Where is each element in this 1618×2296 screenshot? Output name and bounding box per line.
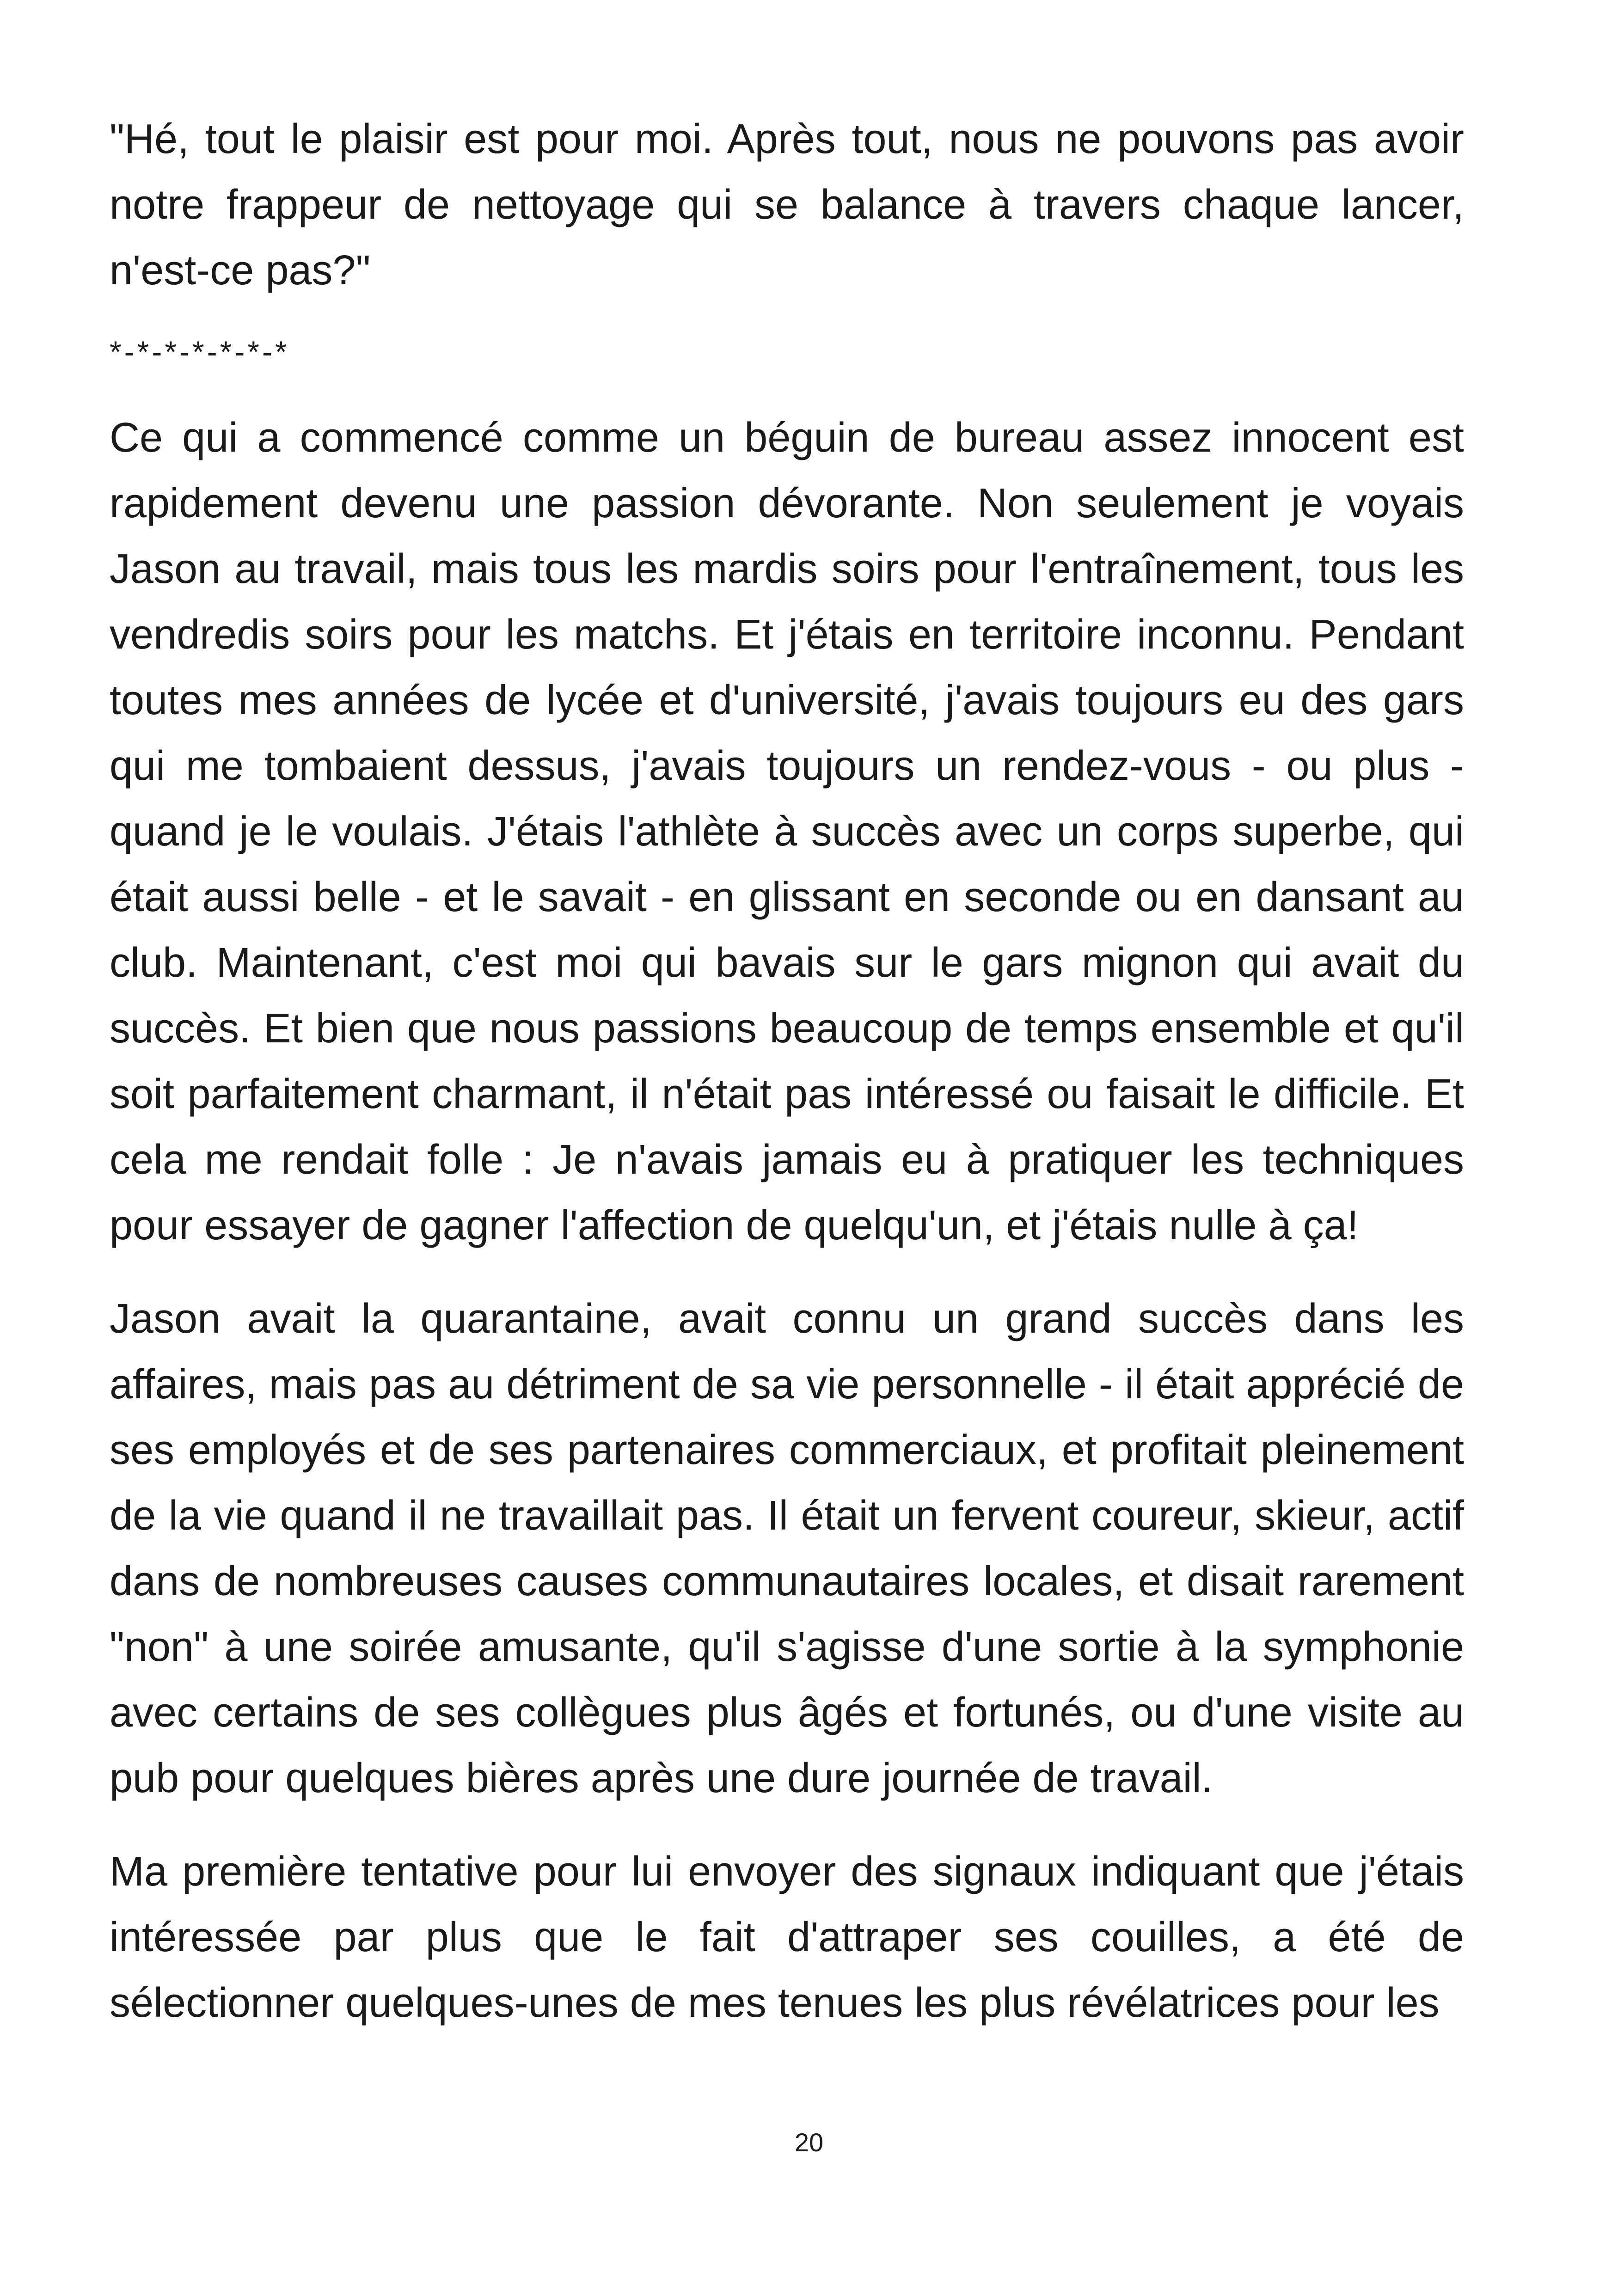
scene-separator: *-*-*-*-*-*-* [110, 335, 290, 369]
paragraph-jason-description: Jason avait la quarantaine, avait connu un grand succès dans les affaires, mais pas au détriment de sa vie personnelle - il était apprécié de ses employés et de ses partenaires commerciaux, et profitait pleinement de la vie quand il ne travaillait pas. Il était un fervent coureur, skieur, actif dans de nombreuses causes communautaires locales, et disait rarement "non" à une soirée amusante, qu'il s'agisse d'une sortie à la symphonie avec certains de ses collègues plus âgés et fortunés, ou d'une visite au pub pour quelques bières après une dure journée de travail. [110, 1296, 1464, 1801]
paragraph-first-attempt: Ma première tentative pour lui envoyer des signaux indiquant que j'étais intéressée par plus que le fait d'attraper ses couilles, a été de sélectionner quelques-unes de mes tenues les plus révélatrices pour les [110, 1849, 1464, 2026]
page-content [110, 106, 1464, 2063]
paragraph-dialogue: "Hé, tout le plaisir est pour moi. Après tout, nous ne pouvons pas avoir notre frappeur de nettoyage qui se balance à travers chaque lancer, n'est-ce pas?" [110, 116, 1464, 294]
paragraph-office-crush: Ce qui a commencé comme un béguin de bureau assez innocent est rapidement devenu une passion dévorante. Non seulement je voyais Jason au travail, mais tous les mardis soirs pour l'entraînement, tous les vendredis soirs pour les matchs. Et j'étais en territoire inconnu. Pendant toutes mes années de lycée et d'université, j'avais toujours eu des gars qui me tombaient dessus, j'avais toujours un rendez-vous - ou plus - quand je le voulais. J'étais l'athlète à succès avec un corps superbe, qui était aussi belle - et le savait - en glissant en seconde ou en dansant au club. Maintenant, c'est moi qui bavais sur le gars mignon qui avait du succès. Et bien que nous passions beaucoup de temps ensemble et qu'il soit parfaitement charmant, il n'était pas intéressé ou faisait le difficile. Et cela me rendait folle : Je n'avais jamais eu à pratiquer les techniques pour essayer de gagner l'affection de quelqu'un, et j'étais nulle à ça! [110, 415, 1464, 1249]
page-number: 20 [794, 2128, 824, 2157]
